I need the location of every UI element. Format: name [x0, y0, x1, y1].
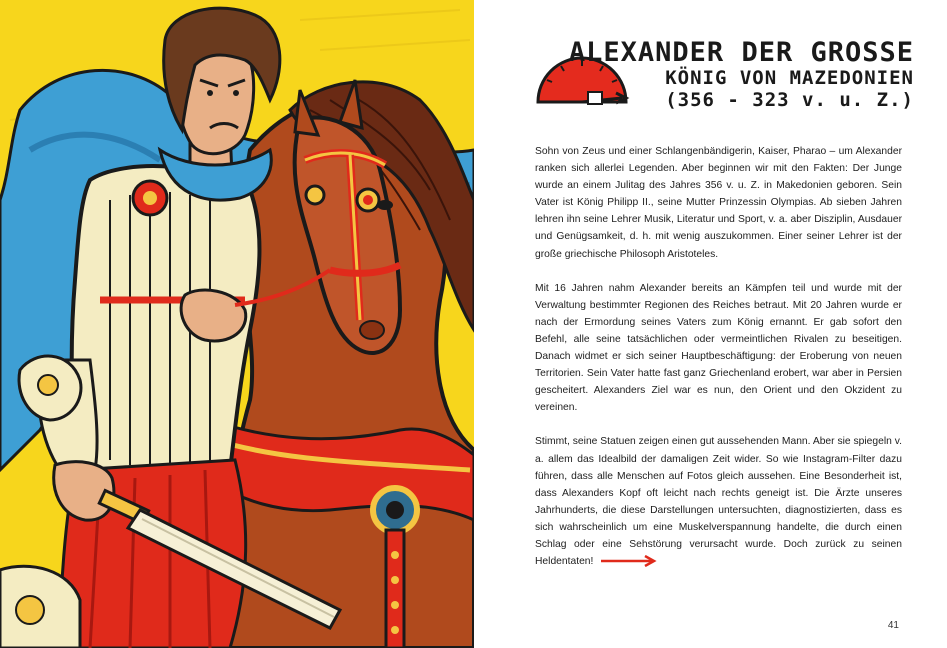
chapter-title: ALEXANDER DER GROSSE	[568, 37, 914, 68]
chapter-title-block	[569, 38, 914, 111]
paragraph-3	[535, 433, 902, 570]
chapter-header	[534, 38, 914, 128]
body-text	[535, 143, 902, 587]
page-number: 41	[887, 620, 899, 631]
chapter-subtitle: KÖNIG VON MAZEDONIEN	[665, 67, 914, 90]
paragraph-1: Sohn von Zeus und einer Schlangenbändigerin, Kaiser, Pharao – um Alexander ranken sich allerlei Legenden. Aber beginnen wir mit den Fakten: Der Junge wurde an einem Julitag des Jahres 356 v. u. Z. in Makedonien geboren. Sein Vater ist König Philipp II., seine Mutter Prinzessin Olympias. Ab sieben Jahren lehren ihn seine Lehrer Musik, Literatur und Sport, v. a. aber Disziplin, Ausdauer und Genügsamkeit, d. h. mit wenig auszukommen. Einer seiner Lehrer ist der große griechische Philosoph Aristoteles.	[535, 146, 902, 260]
paragraph-3-text: Stimmt, seine Statuen zeigen einen gut aussehenden Mann. Aber sie spiegeln v. a. allem das Idealbild der damaligen Zeit wider. So wie Instagram-Filter dazu führen, dass alle Menschen auf Fotos gleich aussehen. Eine Besonderheit ist, dass Alexanders Kopf oft leicht nach rechts geneigt ist. Die Ärzte unseres Jahrhunderts, die diese Darstellungen untersuchten, diagnostizierten, dass es sich wahrscheinlich um eine Muskelverspannung handelte, die durch einen Schlag oder eine Sehstörung verursacht wurde. Doch zurück zu seinen Heldentaten!	[535, 436, 902, 568]
rider-rein-hand	[181, 290, 246, 341]
text-page	[474, 0, 947, 648]
chapter-dates: (356 - 323 v. u. Z.)	[665, 88, 914, 111]
paragraph-2: Mit 16 Jahren nahm Alexander bereits an Kämpfen teil und wurde mit der Verwaltung bestimmter Regionen des Reiches betraut. Mit 20 Jahren wurde er nach der Ermordung seines Vaters zum König ernannt. Er gab sofort den Befehl, alle seine tatsächlichen oder vermeintlichen Rivalen zu beseitigen. Danach widmet er sich seiner Hauptbeschäftigung: der Eroberung von neuen Territorien. Sein Vater hatte fast ganz Griechenland erobert, war aber in Persien gescheitert. Alexanders Ziel war es nun, den Orient und den Okzident zu vereinen.	[535, 282, 902, 414]
right-arrow-icon	[599, 555, 657, 567]
